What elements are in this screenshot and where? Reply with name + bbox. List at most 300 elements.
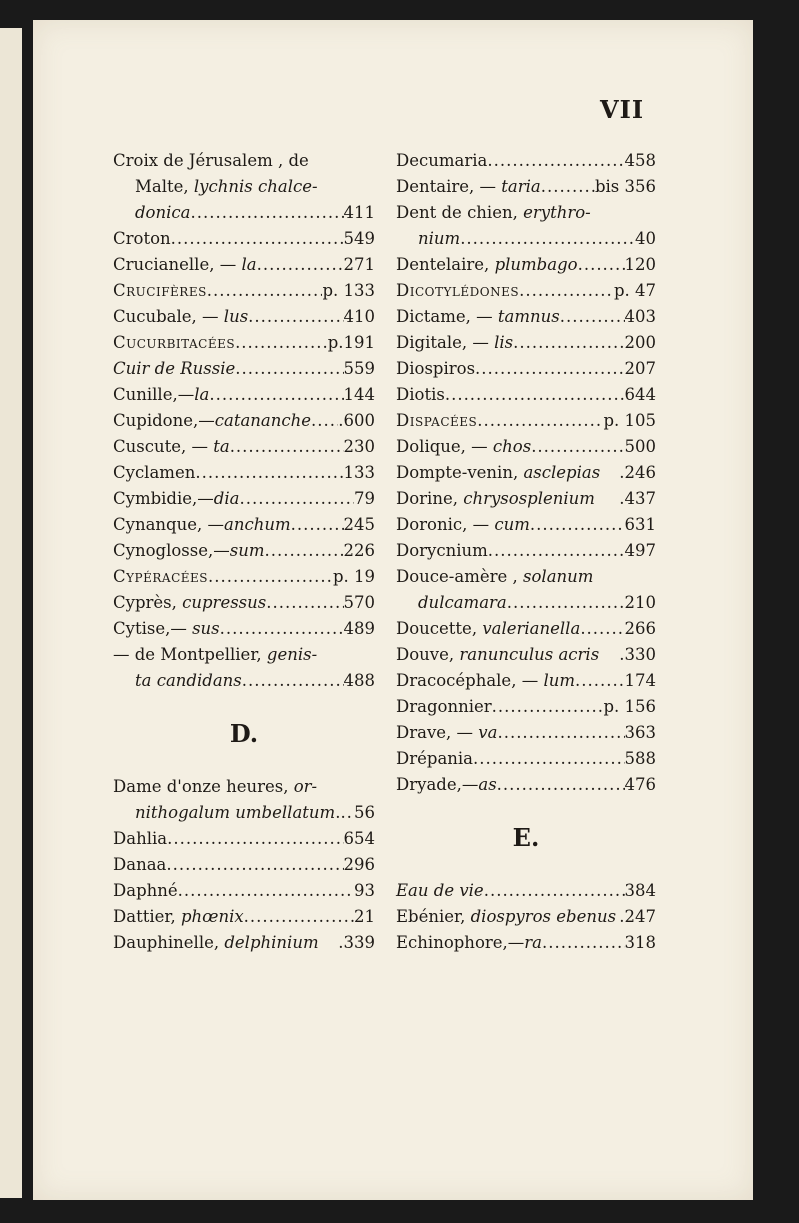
page-reference: 271 [343,255,375,274]
latin-name: solanum [523,567,594,586]
dot-leader [519,278,614,304]
entry-text [418,226,460,252]
dot-leader [340,800,354,826]
entry-term: Douve, [396,645,460,664]
index-entry [396,668,656,694]
index-entry [396,460,656,486]
index-entry [396,408,656,434]
entry-term: Dattier, [113,907,181,926]
entry-term: Dispacées [396,411,478,430]
page-reference: 200 [624,333,656,352]
entry-text [113,382,209,408]
entry-text [396,278,519,304]
index-entry [113,460,375,486]
entry-term: Cymbidie,— [113,489,214,508]
entry-text [396,668,575,694]
index-entry [396,434,656,460]
entry-text [113,226,171,252]
dot-leader [531,434,624,460]
index-entry [396,590,656,616]
page-reference: p.191 [327,333,375,352]
entry-text [113,826,167,852]
latin-name: ta candidans [135,671,242,690]
page-reference: 654 [343,829,375,848]
entry-term: Cupidone,— [113,411,215,430]
latin-name: catananche [214,411,312,430]
entry-text [113,904,244,930]
entry-term: Crucifères [113,281,207,300]
entry-text [396,904,616,930]
entry-term: Diotis [396,385,445,404]
page-reference: 230 [343,437,375,456]
index-entry [113,668,375,694]
index-entry [396,226,656,252]
latin-name: nium [418,229,461,248]
dot-leader [541,174,595,200]
section-letter-e: E. [512,823,540,852]
entry-term: Cynoglosse,— [113,541,230,560]
latin-name: dulcamara [418,593,507,612]
index-entry [396,486,656,512]
entry-text [113,642,317,668]
latin-name: Eau de vie [396,881,484,900]
dot-leader [178,878,354,904]
entry-term: Cucubale, — [113,307,224,326]
entry-text [396,174,541,200]
latin-name: sus [192,619,220,638]
entries-d [113,774,375,956]
dot-leader [257,252,344,278]
entry-text [113,460,195,486]
index-entry [396,930,656,956]
latin-name: la [194,385,210,404]
page-reference: 210 [624,593,656,612]
entry-text [418,590,507,616]
entry-term: Drépania [396,749,474,768]
page-reference: .437 [619,489,656,508]
index-entry [113,774,375,800]
entry-text [113,252,257,278]
entries-d-continued [396,148,656,798]
latin-name: anchum [223,515,291,534]
dot-leader [209,382,343,408]
entry-term: Cypéracées [113,567,209,586]
index-entry [113,564,375,590]
page-reference: 488 [343,671,375,690]
page-reference: 570 [343,593,375,612]
index-entry [113,852,375,878]
index-entry [396,304,656,330]
dot-leader [208,564,333,590]
index-entry [396,278,656,304]
dot-leader [171,226,344,252]
dot-leader [195,460,343,486]
dot-leader [580,616,624,642]
dot-leader [264,538,343,564]
page-reference: 21 [354,907,375,926]
latin-name: valerianella [482,619,581,638]
latin-name: nithogalum umbellatum [135,803,336,822]
page-reference: .339 [338,933,375,952]
entry-text [113,852,166,878]
entry-text [396,330,513,356]
entry-text [135,668,242,694]
latin-name: or- [293,777,318,796]
latin-name: cupressus [182,593,267,612]
entry-term: Dragonnier [396,697,492,716]
index-entry [113,148,375,174]
page-reference: 266 [624,619,656,638]
entry-term: Croton [113,229,171,248]
page-reference: 93 [354,881,375,900]
latin-name: tamnus [497,307,560,326]
page-reference: 40 [635,229,656,248]
entry-term: Cyprès, [113,593,183,612]
entry-text [113,148,309,174]
entries-c [113,148,375,694]
entry-text [396,252,578,278]
latin-name: asclepias [523,463,601,482]
entry-term: Echinophore,— [396,933,525,952]
entry-term: Cynanque, — [113,515,224,534]
entry-term: — de Montpellier, [113,645,267,664]
latin-name: phœnix [180,907,244,926]
index-entry [113,512,375,538]
latin-name: plumbago [494,255,578,274]
entry-text [396,382,445,408]
entry-term: Cuscute, — [113,437,214,456]
entry-text [396,642,599,668]
entry-text [113,878,178,904]
page-reference: 588 [624,749,656,768]
page-reference: 644 [624,385,656,404]
entry-term: Dent de chien, [396,203,524,222]
dot-leader [475,356,624,382]
latin-name: dia [213,489,240,508]
dot-leader [530,512,625,538]
entry-text [113,434,230,460]
latin-name: lum [543,671,575,690]
entry-text [396,878,484,904]
dot-leader [207,278,323,304]
index-entry [113,930,375,956]
page-reference: .600 [338,411,375,430]
page-reference: 120 [624,255,656,274]
index-entry [113,904,375,930]
page-reference: 500 [624,437,656,456]
page-reference: 631 [624,515,656,534]
index-entry [396,512,656,538]
entry-text [113,486,239,512]
entry-term: Croix de Jérusalem , de [113,151,309,170]
latin-name: ta [213,437,230,456]
entry-term: Dicotylédones [396,281,520,300]
dot-leader [291,512,344,538]
entry-text [396,460,600,486]
page-reference: bis 356 [594,177,656,196]
page-reference: 411 [343,203,375,222]
latin-name: lychnis chalce- [193,177,318,196]
entry-text [135,174,318,200]
dot-leader [542,930,624,956]
page-reference: p. 47 [613,281,656,300]
index-column-left [113,148,375,956]
entry-text [113,616,220,642]
entry-text [396,148,487,174]
dot-leader [497,720,624,746]
index-entry [113,878,375,904]
entry-text [396,694,492,720]
page-reference: 226 [343,541,375,560]
dot-leader [220,616,344,642]
page-reference: 403 [624,307,656,326]
dot-leader [242,668,344,694]
entry-term: Dracocéphale, — [396,671,544,690]
page-reference: 174 [624,671,656,690]
entry-text [396,408,477,434]
page-reference: 489 [343,619,375,638]
latin-name: erythro- [523,203,591,222]
dot-leader [513,330,624,356]
dot-leader [497,772,625,798]
entry-text [113,564,208,590]
dot-leader [492,694,604,720]
dot-leader [230,434,344,460]
latin-name: sum [229,541,265,560]
index-entry [113,226,375,252]
latin-name: la [241,255,257,274]
page-reference: 56 [354,803,375,822]
latin-name: donica [135,203,191,222]
entry-text [396,720,497,746]
index-entry [113,434,375,460]
entry-text [396,930,542,956]
entry-text [396,486,595,512]
index-entry [396,382,656,408]
page-reference: p. 133 [322,281,375,300]
dot-leader [311,408,338,434]
entry-term: Malte, [135,177,194,196]
entry-text [113,512,291,538]
page-reference: 363 [624,723,656,742]
latin-name: genis- [266,645,318,664]
page-reference: 497 [624,541,656,560]
index-entry [396,772,656,798]
dot-leader [244,904,354,930]
section-letter-d: D. [229,719,259,748]
index-entry [396,564,656,590]
index-entry [113,800,375,826]
index-entry [396,746,656,772]
entry-term: Dame d'onze heures, [113,777,294,796]
index-entry [113,590,375,616]
latin-name: cum [494,515,530,534]
dot-leader [477,408,603,434]
entry-term: Ebénier, [396,907,471,926]
dot-leader [266,590,343,616]
entry-text [113,774,317,800]
index-entry [396,904,656,930]
page-reference: p. 156 [603,697,656,716]
dot-leader [167,826,343,852]
page-reference: 207 [624,359,656,378]
entry-term: Dorine, [396,489,464,508]
entry-term: Danaa [113,855,167,874]
page-reference: 133 [343,463,375,482]
entry-text [396,434,531,460]
entry-term: Doucette, [396,619,483,638]
page-reference: 549 [343,229,375,248]
latin-name: chrysosplenium [463,489,595,508]
index-entry [396,878,656,904]
entry-text [113,278,207,304]
index-entry [113,200,375,226]
latin-name: as [478,775,497,794]
page-reference: p. 19 [332,567,375,586]
index-entry [113,304,375,330]
index-entry [113,174,375,200]
entry-text [396,538,488,564]
dot-leader [473,746,624,772]
entry-text [396,512,530,538]
entry-term: Cucurbitacées [113,333,236,352]
page-reference: 476 [624,775,656,794]
dot-leader [248,304,343,330]
index-entry [113,252,375,278]
entry-term: Drave, — [396,723,479,742]
dot-leader [484,878,625,904]
entry-text [135,800,340,826]
entry-text [113,538,264,564]
index-entry [396,616,656,642]
entry-term: Dentaire, — [396,177,502,196]
entry-term: Dorycnium [396,541,488,560]
latin-name: ra [524,933,543,952]
dot-leader [488,538,625,564]
index-entry [396,720,656,746]
index-entry [113,278,375,304]
index-entry [396,356,656,382]
entries-e [396,878,656,956]
dot-leader [487,148,624,174]
dot-leader [235,330,328,356]
index-entry [396,148,656,174]
index-entry [113,382,375,408]
index-entry [113,408,375,434]
page-reference: 410 [343,307,375,326]
previous-page-edge [0,28,22,1198]
page-reference: 144 [343,385,375,404]
dot-leader [575,668,625,694]
index-entry [113,330,375,356]
entry-text [113,356,235,382]
dot-leader [460,226,635,252]
entry-term: Douce-amère , [396,567,524,586]
latin-name: chos [492,437,532,456]
index-entry [396,642,656,668]
page-reference: 384 [624,881,656,900]
entry-text [396,564,593,590]
page-reference: 458 [624,151,656,170]
index-entry [113,486,375,512]
dot-leader [239,486,354,512]
dot-leader [235,356,343,382]
index-entry [396,174,656,200]
latin-name: va [478,723,498,742]
dot-leader [578,252,625,278]
entry-text [396,356,475,382]
entry-term: Decumaria [396,151,488,170]
page-reference: .247 [619,907,656,926]
entry-term: Dictame, — [396,307,498,326]
index-entry [113,356,375,382]
latin-name: diospyros ebenus [470,907,617,926]
index-column-right [396,148,656,956]
latin-name: delphinium [224,933,319,952]
entry-text [113,590,266,616]
index-entry [396,694,656,720]
dot-leader [560,304,625,330]
index-entry [396,538,656,564]
entry-term: Dolique, — [396,437,493,456]
latin-name: ranunculus acris [459,645,600,664]
entry-term: Dahlia [113,829,168,848]
entry-term: Daphné [113,881,178,900]
entry-text [113,304,248,330]
entry-term: Diospiros [396,359,476,378]
entry-term: Cyclamen [113,463,196,482]
page-reference: p. 105 [603,411,656,430]
page-number: VII [600,95,645,124]
index-entry [113,616,375,642]
entry-text [113,408,311,434]
dot-leader [445,382,625,408]
entry-text [396,746,473,772]
page-reference: .330 [619,645,656,664]
entry-term: Dauphinelle, [113,933,225,952]
entry-text [396,304,560,330]
page-reference: 318 [624,933,656,952]
index-entry [113,538,375,564]
page-reference: 245 [343,515,375,534]
entry-text [396,616,580,642]
entry-term: Crucianelle, — [113,255,242,274]
index-entry [113,826,375,852]
entry-term: Dentelaire, [396,255,495,274]
latin-name: lis [494,333,514,352]
entry-term: . [335,803,341,822]
latin-name: taria [501,177,541,196]
page-reference: 559 [343,359,375,378]
page-reference: .246 [619,463,656,482]
entry-term: Doronic, — [396,515,495,534]
index-entry [396,252,656,278]
entry-term: Dryade,— [396,775,479,794]
entry-text [113,330,235,356]
entry-term: Dompte-venin, [396,463,524,482]
latin-name: Cuir de Russie [113,359,236,378]
dot-leader [166,852,343,878]
index-entry [396,200,656,226]
entry-text [396,772,497,798]
entry-term: Cytise,— [113,619,193,638]
entry-text [135,200,190,226]
page-reference: 296 [343,855,375,874]
entry-term: Cunille,— [113,385,195,404]
dot-leader [190,200,343,226]
page-reference: 79 [354,489,375,508]
latin-name: lus [223,307,249,326]
